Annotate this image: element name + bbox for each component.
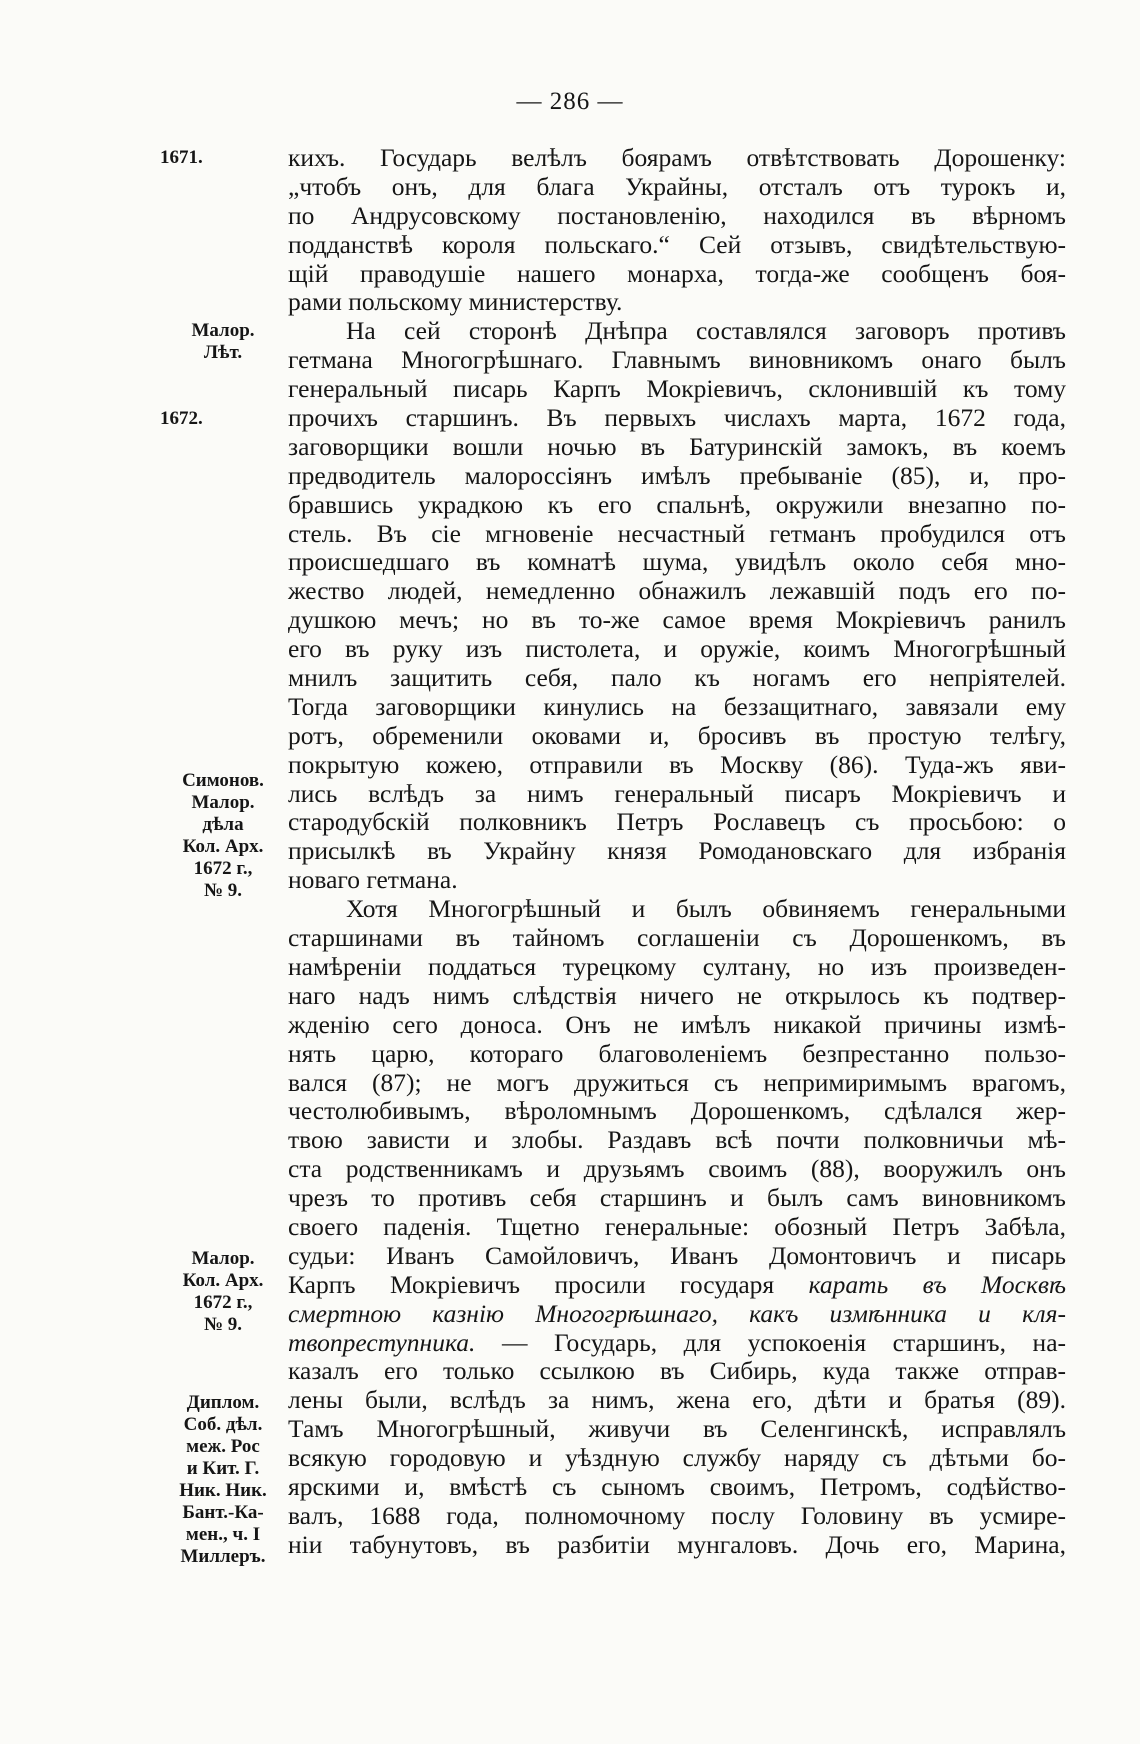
text-line: стародубскій полковникъ Петръ Рославецъ съ просьбою: о	[288, 807, 1066, 837]
text-line: честолюбивымъ, вѣроломнымъ Дорошенкомъ, сдѣлался жер-	[288, 1096, 1066, 1126]
text-line: старшинами въ тайномъ соглашеніи съ Дорошенкомъ, въ	[288, 923, 1066, 953]
text-line: На сей сторонѣ Днѣпра составлялся заговоръ противъ	[346, 316, 1066, 346]
text-line	[288, 1271, 1066, 1300]
text-line-italic: твопреступника.	[288, 1327, 476, 1357]
text-line: лись вслѣдъ за нимъ генеральный писаръ Мокріевичъ и	[288, 778, 1066, 808]
text-line: намѣреніи поддаться турецкому султану, но изъ произведен-	[288, 951, 1066, 981]
margin-note-year-1672: 1672.	[160, 408, 203, 429]
text-line: присылкѣ въ Украйну князя Ромодановскаго для избранія	[288, 836, 1066, 866]
text-line-italic	[288, 1300, 1066, 1329]
text-line: ротъ, обременили оковами и, бросивъ въ простую телѣгу,	[288, 720, 1066, 750]
text-line: валъ, 1688 года, полномочному послу Головину въ усмире-	[288, 1500, 1066, 1530]
text-line: душкою мечъ; но въ то-же самое время Мокріевичъ ранилъ	[288, 605, 1066, 635]
page-number: — 286 —	[516, 88, 624, 115]
text-line: Тогда заговорщики кинулись на беззащитнаго, завязали ему	[288, 691, 1066, 721]
text-line: всякую городовую и уѣздную службу наряду съ дѣтьми бо-	[288, 1443, 1066, 1473]
text-line: ярскими и, вмѣстѣ съ сыномъ своимъ, Петромъ, содѣйство-	[288, 1471, 1066, 1501]
margin-note-diplom: Диплом. Соб. дѣл. меж. Рос и Кит. Г. Ник. Ник. Бант.-Ка- мен., ч. I Миллеръ.	[179, 1392, 267, 1567]
text-line: прочихъ старшинъ. Въ первыхъ числахъ марта, 1672 года,	[288, 403, 1066, 433]
text-line: предводитель малороссіянъ имѣлъ пребываніе (85), и, про-	[288, 460, 1066, 490]
text-line: мнилъ защитить себя, пало къ ногамъ его непріятелей.	[288, 663, 1066, 693]
text-line: наго надъ нимъ слѣдствія ничего не открылось къ подтвер-	[288, 980, 1066, 1010]
text-line: лены были, вслѣдъ за нимъ, жена его, дѣти и братья (89).	[288, 1385, 1066, 1415]
margin-note-malor-kol-arkh: Малор. Кол. Арх. 1672 г., № 9.	[182, 1248, 264, 1335]
text-line: жденію сего доноса. Онъ не имѣлъ никакой причины измѣ-	[288, 1009, 1066, 1039]
text-line: судьи: Иванъ Самойловичъ, Иванъ Домонтовичъ и писарь	[288, 1240, 1066, 1270]
text-line: происшедшаго въ комнатѣ шума, увидѣлъ около себя мно-	[288, 547, 1066, 577]
text-line: казалъ его только ссылкою въ Сибирь, куда также отправ-	[288, 1356, 1066, 1386]
text-line: стель. Въ сіе мгновеніе несчастный гетманъ пробудился отъ	[288, 518, 1066, 548]
text-line: жество людей, немедленно обнажилъ лежавшій подъ его по-	[288, 576, 1066, 606]
text-line: нять царю, котораго благоволеніемъ безпрестанно пользо-	[288, 1038, 1066, 1068]
text-line: генеральный писарь Карпъ Мокріевичъ, склонившій къ тому	[288, 374, 1066, 404]
text-line-italic: карать въ Москвѣ	[808, 1269, 1067, 1299]
text-line: рами польскому министерству.	[288, 287, 623, 317]
text-line: новаго гетмана.	[288, 865, 458, 895]
text-line: гетмана Многогрѣшнаго. Главнымъ виновникомъ онаго былъ	[288, 345, 1066, 375]
body-text	[288, 144, 1066, 1560]
text-line: щій праводушіе нашего монарха, тогда-же сообщенъ боя-	[288, 258, 1066, 288]
text-line: подданствѣ короля польскаго.“ Сей отзывъ, свидѣтельствую-	[288, 229, 1066, 259]
text-line: по Андрусовскому постановленію, находился въ вѣрномъ	[288, 200, 1066, 230]
italic-run: смертною казнію Многогрѣшнаго, какъ измѣнника и кля-	[288, 1298, 1066, 1328]
text-line: ніи табунутовъ, въ разбитіи мунгаловъ. Дочь его, Марина,	[288, 1529, 1066, 1559]
text-line: кихъ. Государь велѣлъ боярамъ отвѣтствовать Дорошенку:	[288, 143, 1066, 172]
text-line: Хотя Многогрѣшный и былъ обвиняемъ генеральными	[346, 894, 1066, 924]
text-line-plain: — Государь, для успокоенія старшинъ, на-	[501, 1327, 1067, 1357]
text-line: твою зависти и злобы. Раздавъ всѣ почти полковничьи мѣ-	[288, 1125, 1066, 1155]
text-line: бравшись украдкою къ его спальнѣ, окружили внезапно по-	[288, 489, 1066, 519]
text-line: заговорщики вошли ночью въ Батуринскій замокъ, въ коемъ	[288, 431, 1066, 461]
text-line: „чтобъ онъ, для блага Украйны, отсталъ отъ турокъ и,	[288, 171, 1066, 201]
text-line: покрытую кожею, отправили въ Москву (86). Туда-жъ яви-	[288, 749, 1066, 779]
text-line: его въ руку изъ пистолета, и оружіе, коимъ Многогрѣшный	[288, 634, 1066, 664]
margin-note-year-1671: 1671.	[160, 147, 203, 168]
text-line: чрезъ то противъ себя старшинъ и былъ самъ виновникомъ	[288, 1183, 1066, 1213]
text-line: Тамъ Многогрѣшный, живучи въ Селенгинскѣ, исправлялъ	[288, 1414, 1066, 1444]
text-line	[288, 1329, 1066, 1358]
margin-note-malor-let: Малор. Лѣт.	[191, 320, 255, 363]
text-line-plain: Карпъ Мокріевичъ просили государя	[288, 1269, 775, 1299]
text-line: ста родственникамъ и друзьямъ своимъ (88), вооружилъ онъ	[288, 1154, 1066, 1184]
text-line: вался (87); не могъ дружиться съ непримиримымъ врагомъ,	[288, 1067, 1066, 1097]
margin-note-simonov: Симонов. Малор. дѣла Кол. Арх. 1672 г., № 9.	[182, 770, 264, 901]
text-line: своего паденія. Тщетно генеральные: обозный Петръ Забѣла,	[288, 1211, 1066, 1241]
